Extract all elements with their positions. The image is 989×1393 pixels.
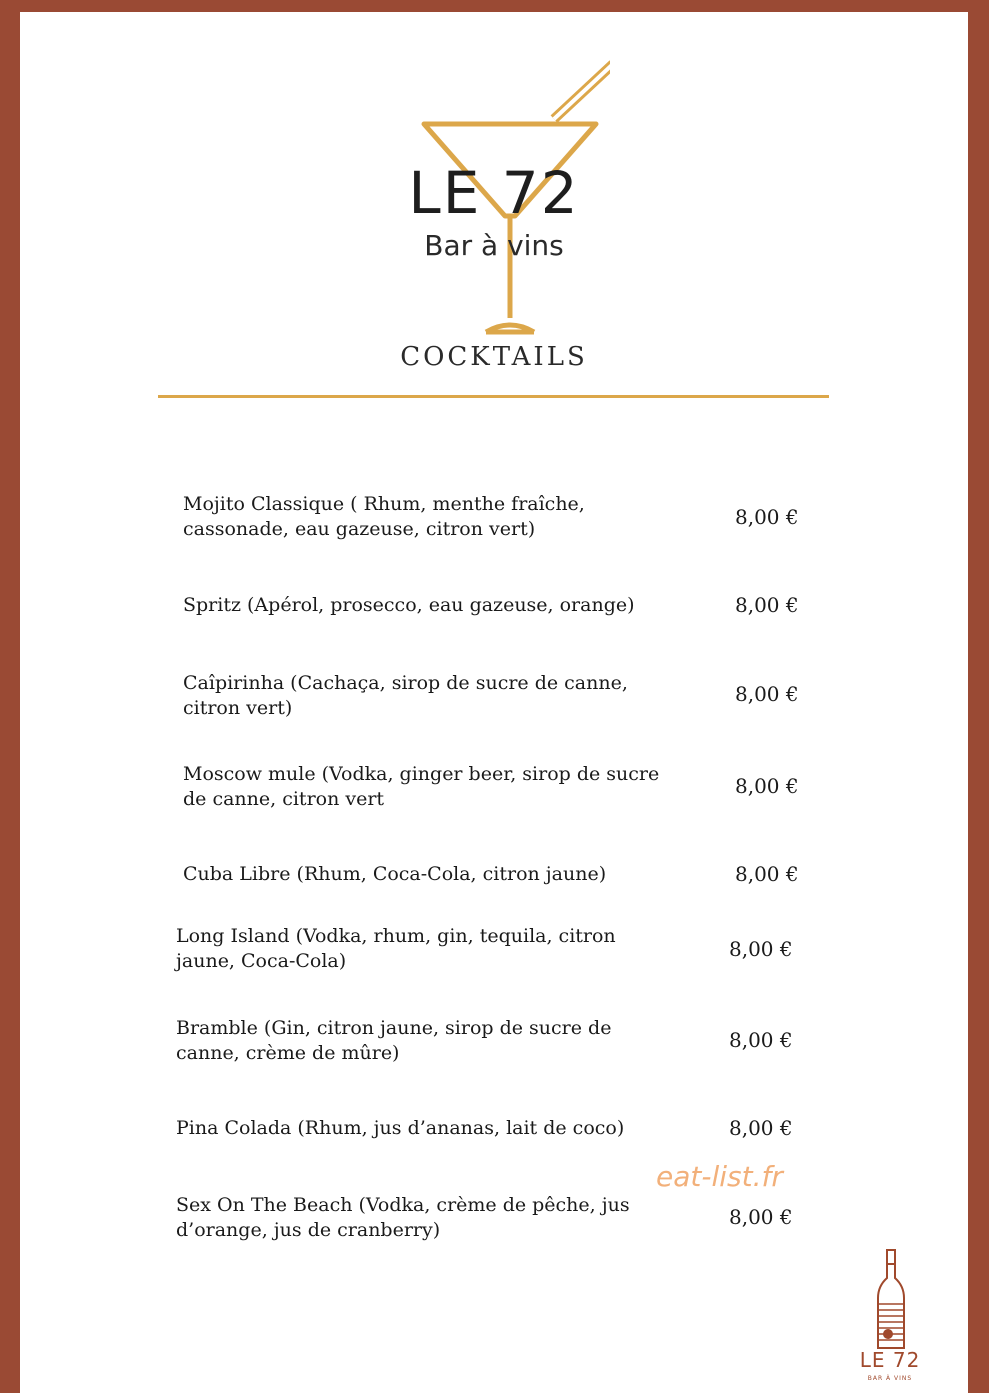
- menu-item-price: 8,00 €: [735, 505, 799, 529]
- menu-item-price: 8,00 €: [729, 1205, 793, 1229]
- brand-name: LE 72: [408, 159, 580, 227]
- menu-item-name: Cuba Libre (Rhum, Coca-Cola, citron jaune): [183, 863, 607, 885]
- brand-subtitle: Bar à vins: [424, 229, 564, 262]
- menu-item-name: Caîpirinha (Cachaça, sirop de sucre de canne, citron vert): [183, 672, 628, 719]
- menu-item-price: 8,00 €: [735, 682, 799, 706]
- menu-item-price: 8,00 €: [729, 1028, 793, 1052]
- menu-item-name: Bramble (Gin, citron jaune, sirop de sucre de canne, crème de mûre): [176, 1017, 612, 1064]
- menu-item-name: Pina Colada (Rhum, jus d’ananas, lait de coco): [176, 1117, 625, 1139]
- menu-item-price: 8,00 €: [735, 774, 799, 798]
- menu-item-price: 8,00 €: [735, 593, 799, 617]
- footer-brand-name: LE 72: [859, 1348, 921, 1372]
- menu-item-name: Mojito Classique ( Rhum, menthe fraîche, cassonade, eau gazeuse, citron vert): [183, 493, 585, 540]
- menu-item-price: 8,00 €: [729, 1116, 793, 1140]
- menu-item-price: 8,00 €: [735, 862, 799, 886]
- menu-item-name: Moscow mule (Vodka, ginger beer, sirop de sucre de canne, citron vert: [183, 763, 660, 810]
- menu-item-price: 8,00 €: [729, 937, 793, 961]
- section-title: COCKTAILS: [400, 342, 588, 372]
- section-divider: [158, 395, 829, 398]
- footer-brand-subtitle: BAR À VINS: [867, 1375, 913, 1382]
- menu-item-name: Long Island (Vodka, rhum, gin, tequila, citron jaune, Coca-Cola): [176, 925, 616, 972]
- menu-item-name: Sex On The Beach (Vodka, crème de pêche, jus d’orange, jus de cranberry): [176, 1194, 630, 1241]
- menu-page: [20, 12, 968, 1393]
- menu-item-name: Spritz (Apérol, prosecco, eau gazeuse, orange): [183, 594, 635, 616]
- watermark: eat-list.fr: [656, 1160, 783, 1193]
